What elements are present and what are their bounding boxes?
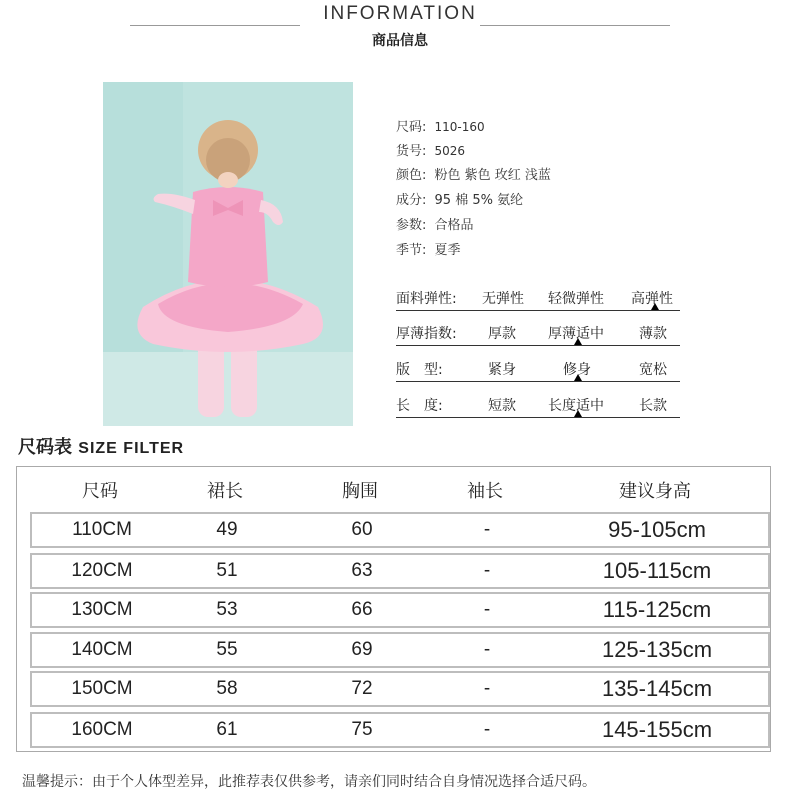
attr-label: 厚薄指数:: [396, 326, 457, 342]
cell-sleeve: -: [483, 639, 491, 660]
attr-bar: [396, 345, 680, 346]
cell-sleeve: -: [483, 560, 491, 581]
info-item-no: [396, 140, 465, 159]
cell-chest: 69: [351, 639, 373, 660]
selected-marker-icon: [574, 374, 582, 381]
cell-size: 160CM: [71, 719, 133, 740]
attr-bar: [396, 417, 680, 418]
attr-option: 轻微弹性: [548, 291, 604, 307]
cell-size: 110CM: [72, 519, 132, 540]
info-label: 季节:: [396, 243, 427, 258]
size-table-title: [18, 433, 184, 459]
product-photo: [103, 82, 353, 426]
attr-option: 无弹性: [482, 291, 524, 307]
cell-height: 105-115cm: [602, 558, 712, 583]
attr-label: 长 度:: [396, 398, 443, 414]
size-table-title-cn: 尺码表: [18, 437, 72, 458]
table-header-size: 尺码: [82, 481, 118, 502]
info-size: [396, 116, 485, 135]
info-material: [396, 189, 523, 208]
cell-height: 125-135cm: [601, 637, 713, 662]
cell-height: 135-145cm: [601, 676, 713, 701]
cell-height: 115-125cm: [602, 597, 712, 622]
attr-option: 宽松: [639, 362, 667, 378]
cell-chest: 72: [351, 678, 373, 699]
selected-marker-icon: [574, 410, 582, 417]
attr-option: 短款: [488, 398, 516, 414]
info-value: 95 棉 5% 氨纶: [434, 193, 524, 208]
cell-sleeve: -: [483, 599, 491, 620]
info-value: 粉色 紫色 玫红 浅蓝: [434, 168, 551, 183]
attr-option: 修身: [563, 362, 591, 378]
info-value: 110-160: [434, 120, 485, 134]
cell-skirt-length: 61: [216, 719, 238, 740]
table-row: [30, 553, 770, 589]
info-value: 5026: [434, 144, 466, 158]
cell-skirt-length: 53: [216, 599, 238, 620]
cell-chest: 63: [351, 560, 373, 581]
attr-option: 薄款: [639, 326, 667, 342]
attr-option: 长款: [639, 398, 667, 414]
table-header-height: 建议身高: [619, 481, 691, 502]
cell-skirt-length: 51: [216, 560, 238, 581]
table-row: [30, 592, 770, 628]
table-row: [30, 671, 770, 707]
table-header-chest: 胸围: [342, 481, 378, 502]
cell-skirt-length: 49: [216, 519, 238, 540]
girl-dress-illustration: [103, 82, 353, 426]
attr-bar: [396, 381, 680, 382]
info-grade: [396, 214, 474, 233]
attr-option: 高弹性: [631, 291, 673, 307]
cell-chest: 75: [351, 719, 373, 740]
header-rule-left: [130, 25, 300, 26]
attr-option: 紧身: [488, 362, 516, 378]
table-row: [30, 512, 770, 548]
attr-label: 面料弹性:: [396, 291, 457, 307]
info-label: 货号:: [396, 144, 427, 159]
table-row: [30, 632, 770, 668]
cell-size: 150CM: [71, 678, 133, 699]
cell-sleeve: -: [483, 519, 491, 540]
attr-bar: [396, 310, 680, 311]
cell-height: 95-105cm: [608, 517, 706, 542]
info-season: [396, 239, 461, 258]
header-rule-right: [480, 25, 670, 26]
attr-option: 厚款: [488, 326, 516, 342]
table-header-sleeve: 袖长: [467, 481, 503, 502]
info-value: 合格品: [434, 218, 474, 233]
info-label: 颜色:: [396, 168, 427, 183]
info-label: 参数:: [396, 218, 427, 233]
info-color: [396, 164, 551, 183]
header-title-cn: 商品信息: [372, 33, 428, 49]
cell-skirt-length: 55: [216, 639, 238, 660]
header-title-en: INFORMATION: [323, 3, 477, 24]
cell-size: 130CM: [71, 599, 133, 620]
info-label: 成分:: [396, 193, 427, 208]
info-value: 夏季: [434, 243, 461, 258]
attr-label: 版 型:: [396, 362, 443, 378]
selected-marker-icon: [574, 338, 582, 345]
size-table-title-en: SIZE FILTER: [78, 440, 185, 457]
cell-skirt-length: 58: [216, 678, 238, 699]
attr-option: 厚薄适中: [548, 326, 604, 342]
cell-size: 140CM: [71, 639, 133, 660]
cell-size: 120CM: [71, 560, 133, 581]
table-header-skirt-length: 裙长: [207, 481, 243, 502]
cell-height: 145-155cm: [601, 717, 713, 742]
cell-sleeve: -: [483, 719, 491, 740]
attr-option: 长度适中: [548, 398, 604, 414]
table-row: [30, 712, 770, 748]
cell-chest: 66: [351, 599, 373, 620]
info-label: 尺码:: [396, 120, 427, 135]
selected-marker-icon: [651, 303, 659, 310]
size-disclaimer-note: 温馨提示：由于个人体型差异，此推荐表仅供参考，请亲们同时结合自身情况选择合适尺码。: [22, 774, 596, 790]
cell-sleeve: -: [483, 678, 491, 699]
cell-chest: 60: [351, 519, 373, 540]
